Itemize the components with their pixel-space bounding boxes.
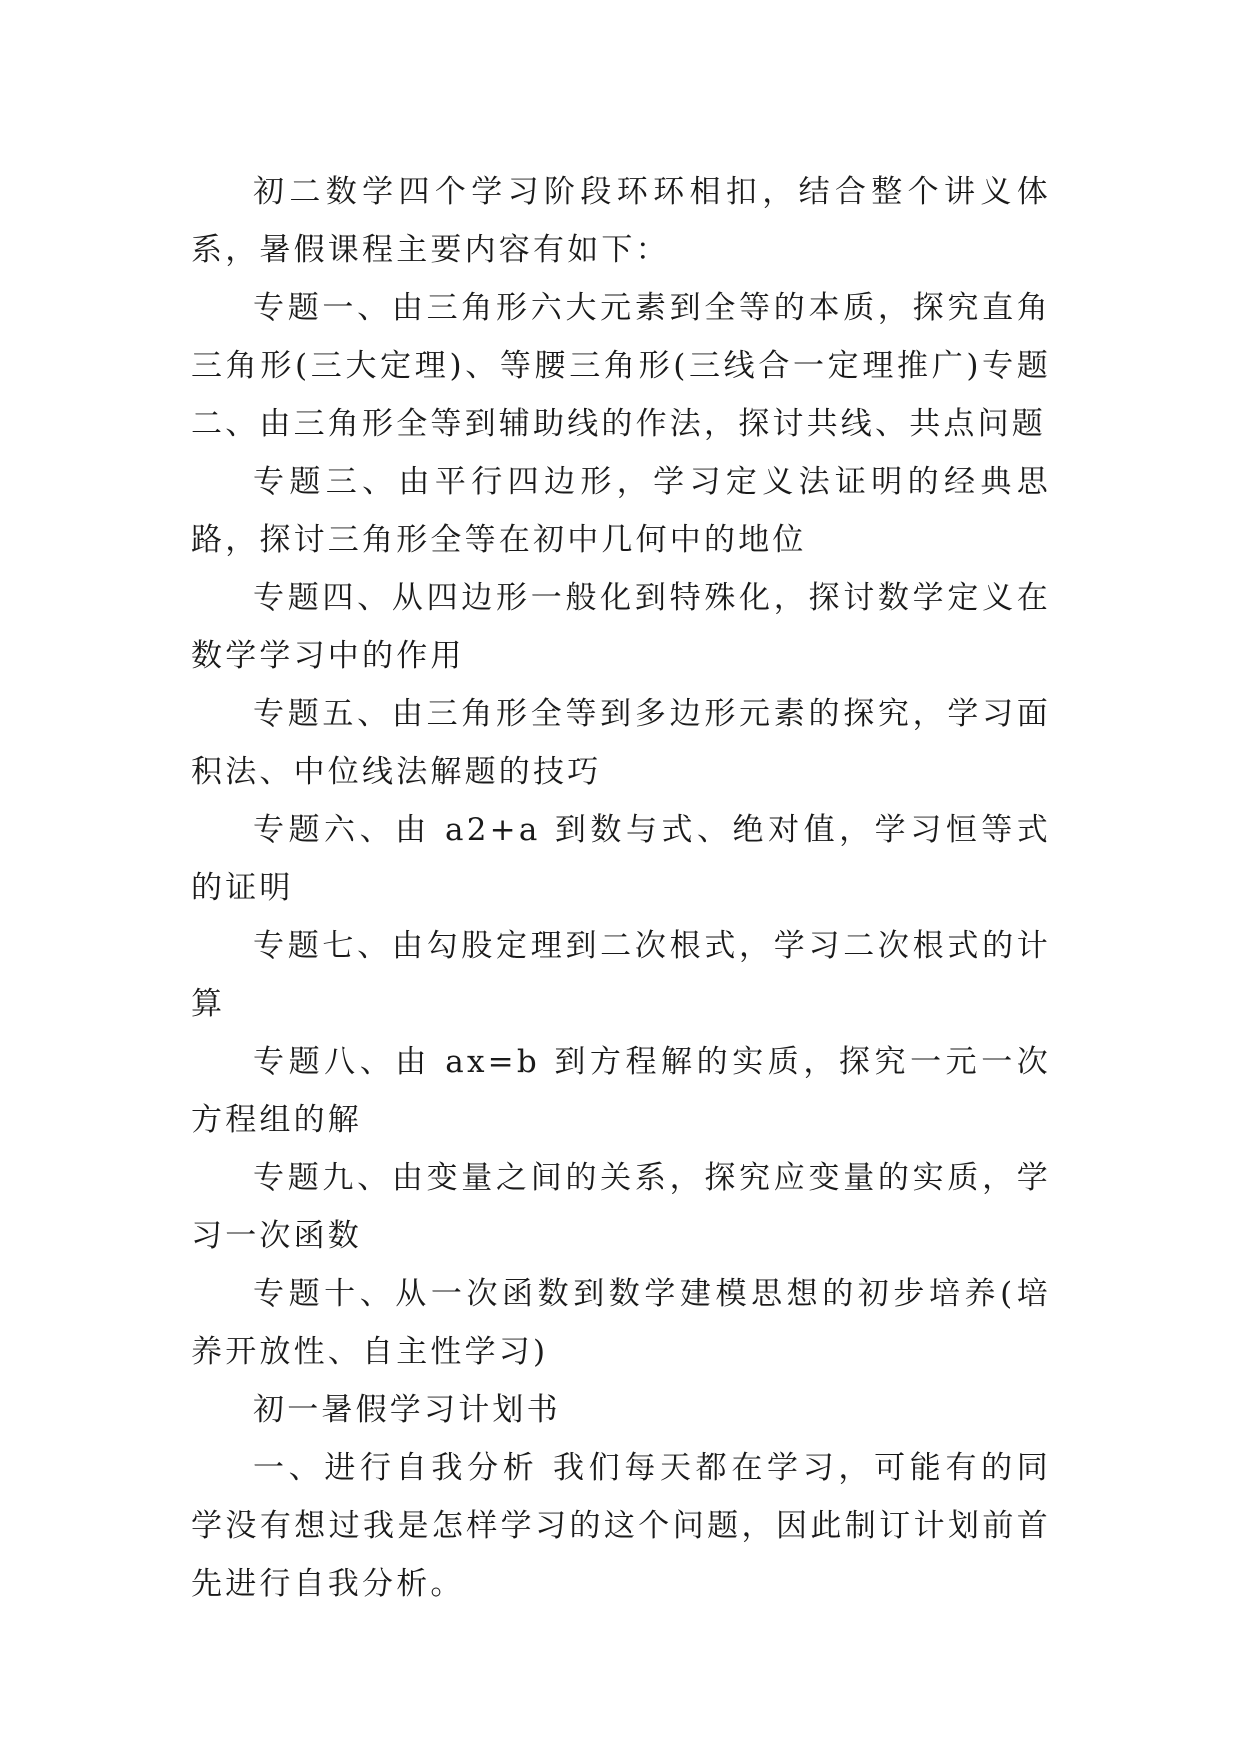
paragraph-topic-7: 专题七、由勾股定理到二次根式，学习二次根式的计算 [191, 928, 1051, 1022]
paragraph-topic-6: 专题六、由 a2+a 到数与式、绝对值，学习恒等式的证明 [191, 812, 1051, 906]
paragraph-topic-4: 专题四、从四边形一般化到特殊化，探讨数学定义在数学学习中的作用 [191, 580, 1051, 674]
document-page [191, 163, 1051, 1613]
paragraph-topic-1-2: 专题一、由三角形六大元素到全等的本质，探究直角三角形(三大定理)、等腰三角形(三线合一定理推广)专题二、由三角形全等到辅助线的作法，探讨共线、共点问题 [191, 290, 1051, 442]
paragraph-topic-9: 专题九、由变量之间的关系，探究应变量的实质，学习一次函数 [191, 1160, 1051, 1254]
paragraph-topic-3: 专题三、由平行四边形，学习定义法证明的经典思路，探讨三角形全等在初中几何中的地位 [191, 464, 1051, 558]
paragraph-intro: 初二数学四个学习阶段环环相扣，结合整个讲义体系，暑假课程主要内容有如下： [191, 174, 1051, 268]
paragraph-topic-8: 专题八、由 ax=b 到方程解的实质，探究一元一次方程组的解 [191, 1044, 1051, 1138]
paragraph-topic-10: 专题十、从一次函数到数学建模思想的初步培养(培养开放性、自主性学习) [191, 1276, 1051, 1370]
paragraph-topic-5: 专题五、由三角形全等到多边形元素的探究，学习面积法、中位线法解题的技巧 [191, 696, 1051, 790]
section-heading: 初一暑假学习计划书 [253, 1392, 561, 1428]
paragraph-self-analysis: 一、进行自我分析 我们每天都在学习，可能有的同学没有想过我是怎样学习的这个问题，因此制订计划前首先进行自我分析。 [191, 1450, 1051, 1602]
